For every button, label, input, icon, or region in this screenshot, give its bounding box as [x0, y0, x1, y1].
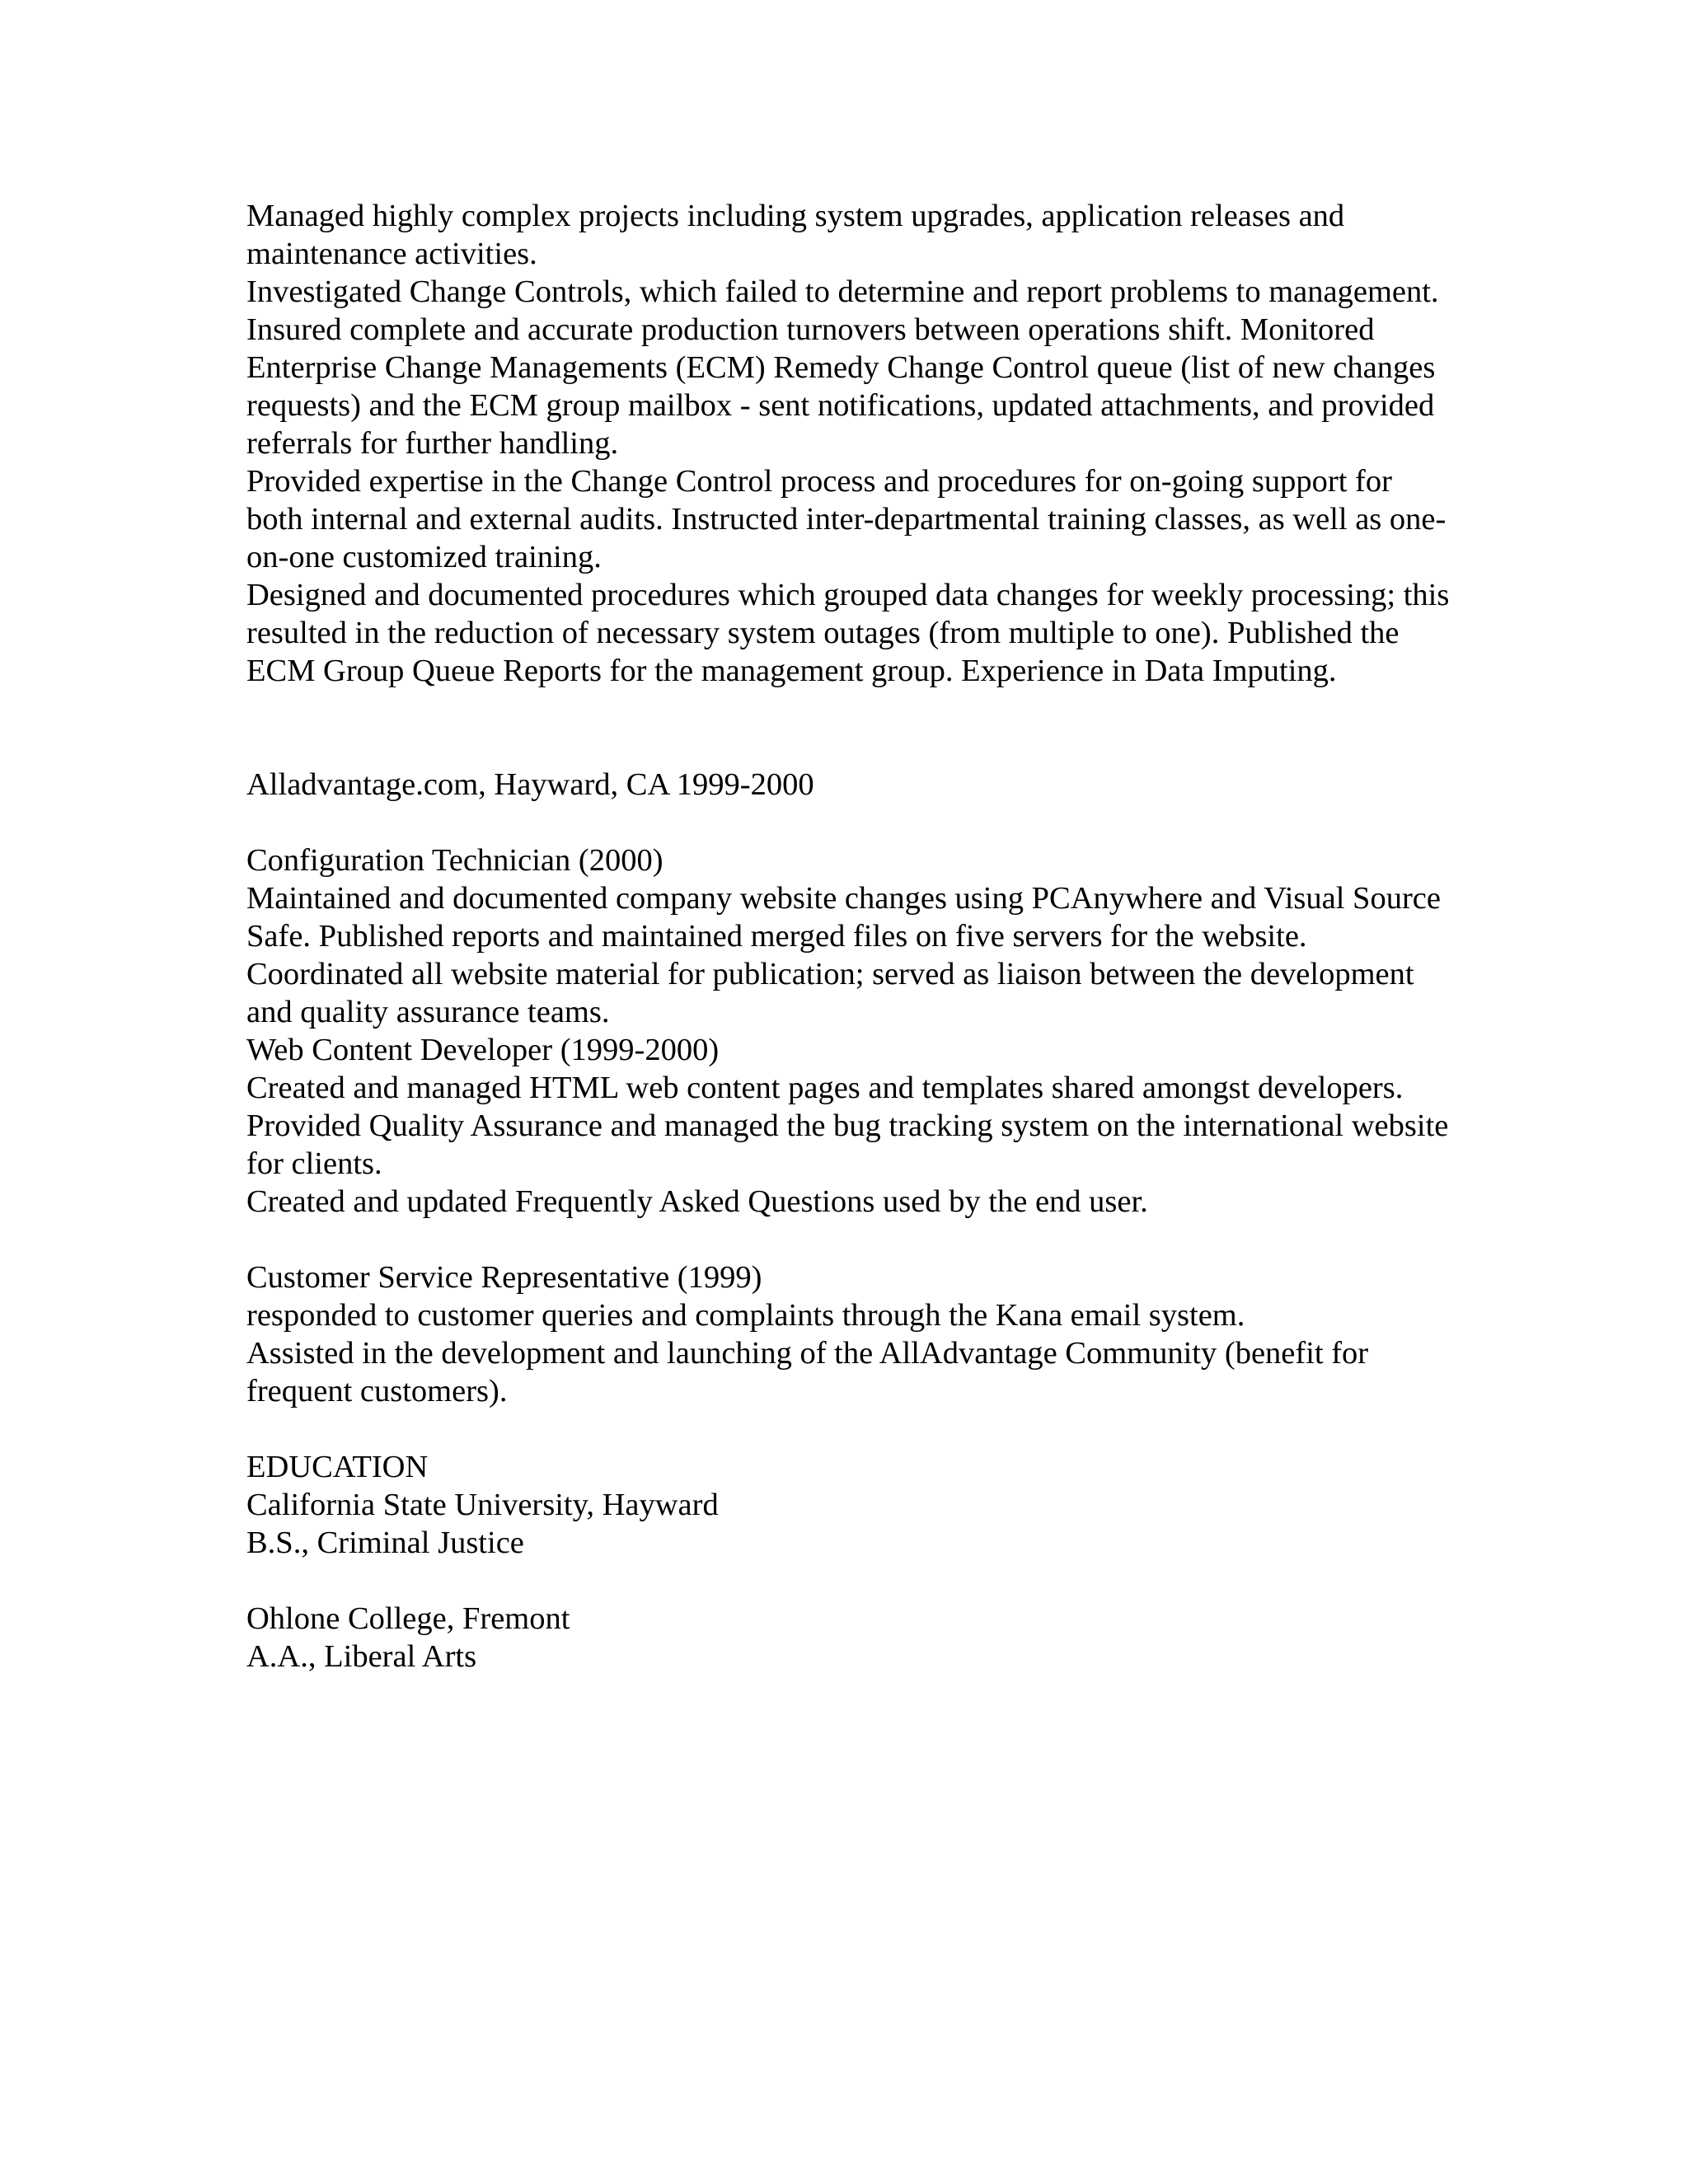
- paragraph-customer-queries: responded to customer queries and complaints through the Kana email system.: [246, 1298, 1245, 1333]
- college-degree: A.A., Liberal Arts: [246, 1639, 477, 1674]
- section-gap: [246, 1410, 1450, 1448]
- college-name: Ohlone College, Fremont: [246, 1601, 570, 1636]
- paragraph-community: Assisted in the development and launching of the AllAdvantage Community (benefit for frequent customers).: [246, 1336, 1369, 1408]
- job-title-web-content-developer: Web Content Developer (1999-2000): [246, 1033, 720, 1067]
- paragraph-audit-expertise: Provided expertise in the Change Control process and procedures for on-going support for both internal and external audits. Instructed inter-departmental training classes, as well as one-on-one customized training.: [246, 464, 1447, 574]
- university-name: California State University, Hayward: [246, 1488, 719, 1522]
- section-gap: [246, 804, 1450, 841]
- section-gap: [246, 690, 1450, 766]
- education-heading: EDUCATION: [246, 1450, 429, 1484]
- paragraph-quality-assurance: Provided Quality Assurance and managed the bug tracking system on the international website for clients.: [246, 1108, 1449, 1181]
- paragraph-website-changes: Maintained and documented company website changes using PCAnywhere and Visual Source Safe. Published reports and maintained merged files on five servers for the website.: [246, 881, 1441, 954]
- paragraph-coordination: Coordinated all website material for publication; served as liaison between the development and quality assurance teams.: [246, 957, 1414, 1029]
- section-gap: [246, 1562, 1450, 1600]
- paragraph-project-management: Managed highly complex projects including system upgrades, application releases and maintenance activities.: [246, 199, 1345, 271]
- university-degree: B.S., Criminal Justice: [246, 1526, 524, 1560]
- paragraph-procedures: Designed and documented procedures which grouped data changes for weekly processing; this resulted in the reduction of necessary system outages (from multiple to one). Published the ECM Group Queue Reports for the management group. Experience in Data Imputing.: [246, 578, 1450, 688]
- job-title-config-technician: Configuration Technician (2000): [246, 843, 663, 878]
- section-gap: [246, 1221, 1450, 1258]
- job-title-customer-service: Customer Service Representative (1999): [246, 1260, 762, 1295]
- employer-heading: Alladvantage.com, Hayward, CA 1999-2000: [246, 767, 814, 802]
- document-page: [246, 197, 1450, 1675]
- paragraph-change-controls: Investigated Change Controls, which failed to determine and report problems to management. Insured complete and accurate production turnovers between operations shift. Monitored Enterprise Change Managements (ECM) Remedy Change Control queue (list of new changes requests) and the ECM group mailbox - sent notifications, updated attachments, and provided referrals for further handling.: [246, 274, 1439, 461]
- paragraph-html-content: Created and managed HTML web content pages and templates shared amongst developers.: [246, 1071, 1404, 1105]
- paragraph-faq: Created and updated Frequently Asked Questions used by the end user.: [246, 1184, 1148, 1219]
